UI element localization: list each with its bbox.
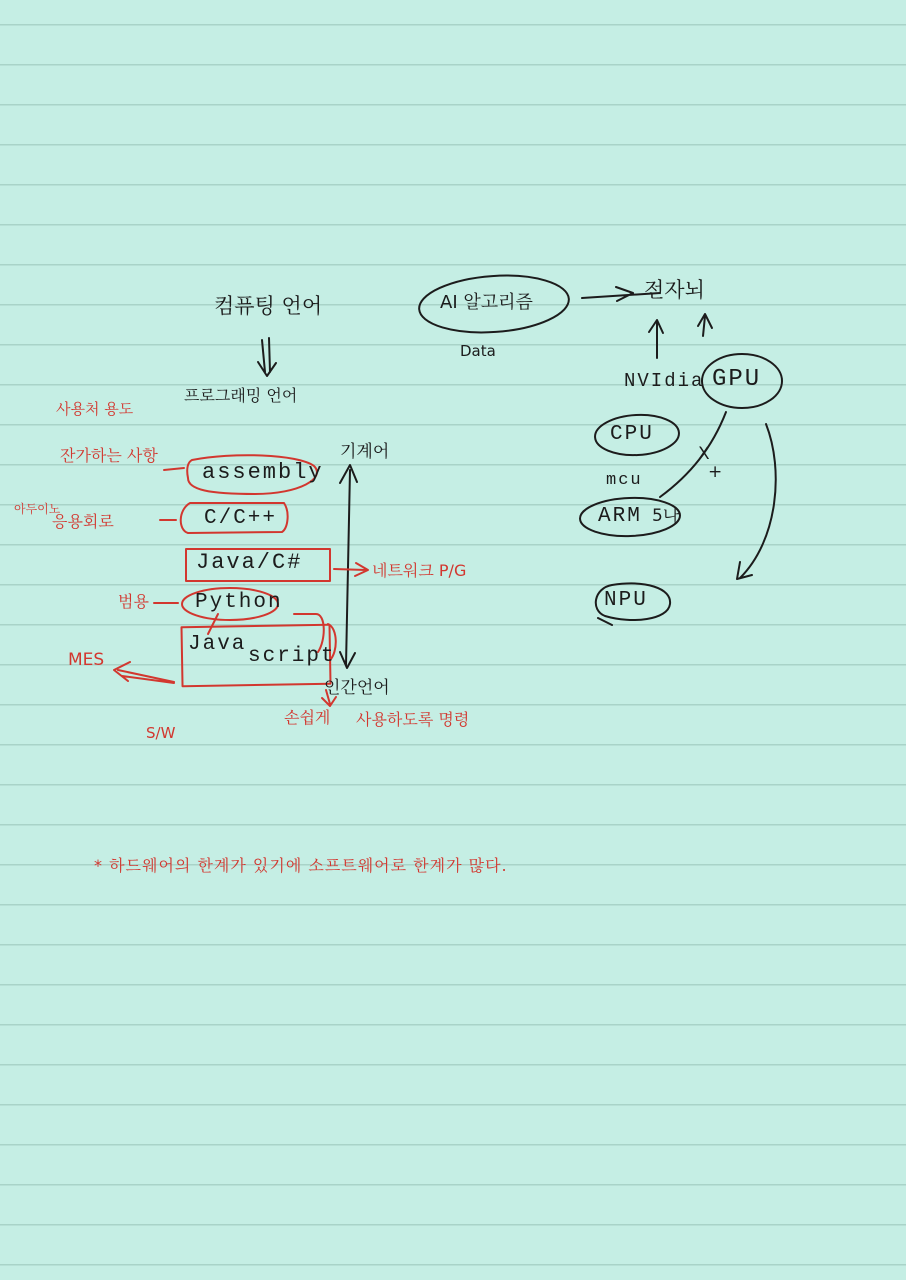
note-general: 범용 — [118, 592, 149, 611]
gpu-down-arrow — [737, 424, 776, 579]
assembly-dash — [164, 468, 184, 470]
label-cpu: CPU — [610, 423, 654, 446]
label-arm-suffix: 5나 — [652, 506, 680, 526]
lang-c-cpp: C/C++ — [204, 507, 278, 530]
lang-assembly: assembly — [202, 460, 324, 485]
label-ai-algorithm: AI 알고리즘 — [440, 292, 533, 313]
heading-computing-language: 컴퓨팅 언어 — [214, 294, 323, 318]
note-arduino: 아두이노 — [14, 502, 61, 516]
lang-java-csharp: Java/C# — [196, 550, 303, 575]
network-arrow — [334, 563, 368, 576]
up-arrow-gpu — [698, 314, 712, 336]
note-mes: MES — [68, 650, 105, 670]
down-arrow-heading — [258, 338, 276, 376]
label-x-mark: X — [698, 444, 710, 464]
label-electronic-brain: 전자뇌 — [644, 278, 705, 302]
lang-java: Java — [188, 633, 247, 656]
note-app-circuit: 응용회로 — [52, 512, 114, 531]
label-npu: NPU — [604, 589, 648, 612]
label-mcu: mcu — [606, 471, 643, 490]
note-usage-title: 사용처 용도 — [56, 400, 134, 418]
subheading-programming-language: 프로그래밍 언어 — [184, 386, 298, 405]
up-arrow-nvidia — [649, 320, 663, 358]
axis-machine-language: 기계어 — [340, 442, 390, 462]
note-control: 잔가하는 사항 — [60, 446, 158, 465]
lang-python: Python — [195, 591, 283, 614]
mes-arrow — [114, 662, 174, 683]
axis-double-arrow — [340, 465, 357, 668]
note-network: 네트워크 P/G — [372, 561, 467, 580]
label-arm: ARM — [598, 505, 642, 528]
lang-script: script — [248, 645, 336, 668]
label-gpu: GPU — [712, 366, 762, 393]
footer-note: * 하드웨어의 한계가 있기에 소프트웨어로 한계가 많다. — [94, 856, 508, 875]
label-plus: + — [708, 462, 723, 482]
python-to-js-line — [208, 614, 218, 634]
gpu-to-arm-line — [660, 412, 726, 497]
axis-human-language: 인간언어 — [324, 678, 390, 698]
note-easy: 손쉽게 — [284, 708, 331, 727]
note-easy-use: 사용하도록 명령 — [356, 710, 470, 729]
label-data: Data — [460, 342, 496, 360]
note-sw: S/W — [146, 724, 176, 742]
label-nvidia: NVIdia — [624, 370, 705, 392]
